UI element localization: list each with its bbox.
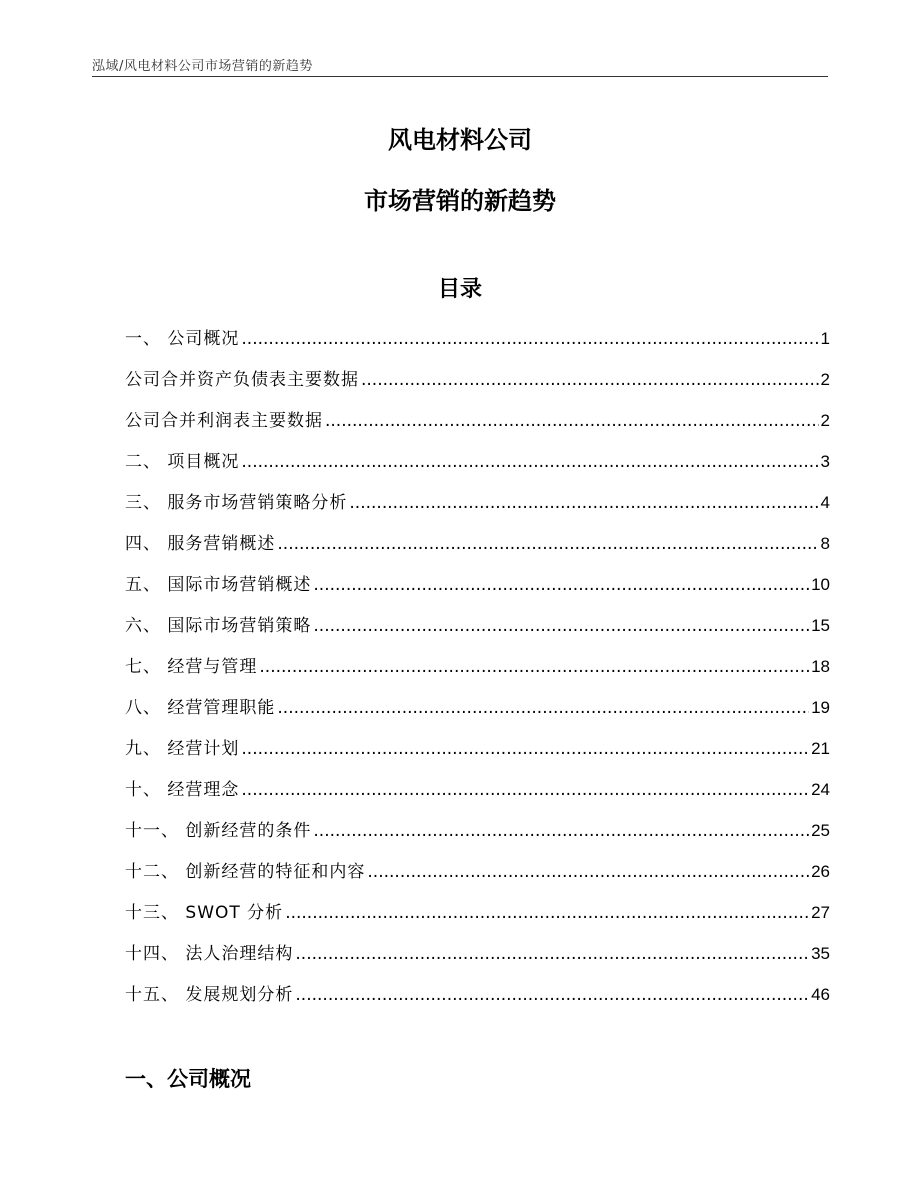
header-divider xyxy=(92,76,828,77)
toc-entry[interactable] xyxy=(125,933,830,974)
toc-entry-label: 十二、 创新经营的特征和内容 xyxy=(125,862,366,882)
toc-entry-page: 26 xyxy=(811,862,830,881)
toc-entry[interactable] xyxy=(125,810,830,851)
toc-entry[interactable] xyxy=(125,728,830,769)
toc-entry-page: 24 xyxy=(811,780,830,799)
toc-leader-dots xyxy=(241,319,818,360)
toc-leader-dots xyxy=(259,647,809,688)
toc-entry-page: 25 xyxy=(811,821,830,840)
toc-entry-label: 公司合并利润表主要数据 xyxy=(125,411,323,431)
toc-entry[interactable] xyxy=(125,605,830,646)
toc-entry-page: 21 xyxy=(811,739,830,758)
toc-entry[interactable] xyxy=(125,892,830,933)
toc-entry-label: 六、 国际市场营销策略 xyxy=(125,616,312,636)
toc-entry-label: 二、 项目概况 xyxy=(125,452,240,472)
toc-entry-label: 十、 经营理念 xyxy=(125,780,240,800)
document-subtitle: 市场营销的新趋势 xyxy=(364,187,556,215)
toc-leader-dots xyxy=(241,442,818,483)
toc-entry-label: 十五、 发展规划分析 xyxy=(125,985,294,1005)
toc-entry-page: 15 xyxy=(811,616,830,635)
toc-entry-label: 四、 服务营销概述 xyxy=(125,534,276,554)
running-header: 泓域/风电材料公司市场营销的新趋势 xyxy=(92,59,313,74)
toc-leader-dots xyxy=(241,770,809,811)
toc-entry-page: 2 xyxy=(820,411,830,430)
toc-leader-dots xyxy=(277,524,818,565)
toc-entry-page: 35 xyxy=(811,944,830,963)
toc-entry-page: 27 xyxy=(811,903,830,922)
toc-entry[interactable] xyxy=(125,482,830,523)
toc-leader-dots xyxy=(361,360,819,401)
toc-leader-dots xyxy=(295,975,809,1016)
toc-leader-dots xyxy=(313,565,809,606)
toc-entry-label: 公司合并资产负债表主要数据 xyxy=(125,370,359,390)
section-heading: 一、公司概况 xyxy=(125,1067,251,1091)
toc-heading: 目录 xyxy=(437,277,482,302)
toc-entry-label: 十三、 SWOT 分析 xyxy=(125,903,284,923)
toc-entry-page: 8 xyxy=(820,534,830,553)
toc-entry-label: 九、 经营计划 xyxy=(125,739,240,759)
toc-leader-dots xyxy=(277,688,809,729)
toc-entry-page: 18 xyxy=(811,657,830,676)
toc-entry[interactable] xyxy=(125,523,830,564)
toc-entry[interactable] xyxy=(125,687,830,728)
toc-leader-dots xyxy=(241,729,809,770)
toc-entry-page: 19 xyxy=(811,698,830,717)
toc-entry[interactable] xyxy=(125,359,830,400)
toc-entry[interactable] xyxy=(125,441,830,482)
toc-leader-dots xyxy=(313,811,809,852)
toc-leader-dots xyxy=(313,606,809,647)
toc-entry-label: 五、 国际市场营销概述 xyxy=(125,575,312,595)
toc-entry-label: 八、 经营管理职能 xyxy=(125,698,276,718)
toc-entry[interactable] xyxy=(125,400,830,441)
toc-entry-page: 2 xyxy=(820,370,830,389)
toc-entry-label: 十一、 创新经营的条件 xyxy=(125,821,312,841)
toc-entry-page: 3 xyxy=(820,452,830,471)
toc-entry-page: 4 xyxy=(820,493,830,512)
toc-leader-dots xyxy=(367,852,809,893)
toc-entry-label: 一、 公司概况 xyxy=(125,329,240,349)
toc-entry-page: 10 xyxy=(811,575,830,594)
toc-leader-dots xyxy=(295,934,809,975)
toc-leader-dots xyxy=(285,893,809,934)
toc-leader-dots xyxy=(349,483,818,524)
toc-entry[interactable] xyxy=(125,851,830,892)
toc-entry-label: 十四、 法人治理结构 xyxy=(125,944,294,964)
toc-entry-label: 三、 服务市场营销策略分析 xyxy=(125,493,348,513)
document-title: 风电材料公司 xyxy=(388,126,532,154)
toc-entry[interactable] xyxy=(125,769,830,810)
toc-entry-page: 46 xyxy=(811,985,830,1004)
table-of-contents xyxy=(125,318,830,1015)
toc-entry[interactable] xyxy=(125,564,830,605)
toc-entry-label: 七、 经营与管理 xyxy=(125,657,258,677)
toc-entry[interactable] xyxy=(125,318,830,359)
toc-entry[interactable] xyxy=(125,974,830,1015)
toc-leader-dots xyxy=(325,401,819,442)
toc-entry[interactable] xyxy=(125,646,830,687)
toc-entry-page: 1 xyxy=(820,329,830,348)
